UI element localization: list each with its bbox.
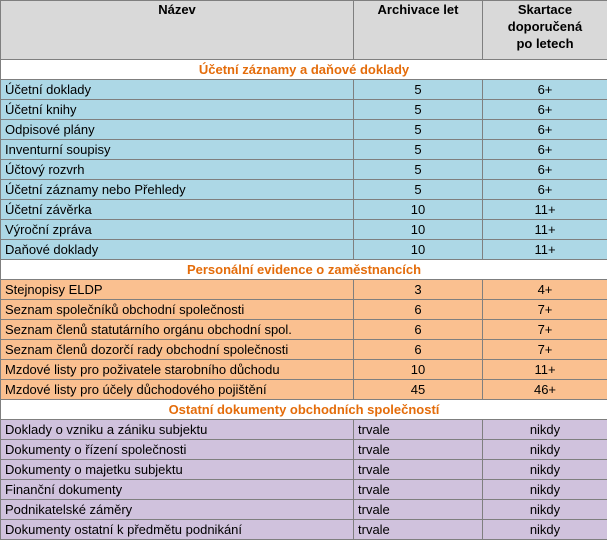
cell-shred: 11+ (483, 200, 607, 220)
cell-shred: 6+ (483, 160, 607, 180)
cell-name: Inventurní soupisy (1, 140, 354, 160)
table-row (1, 520, 607, 540)
cell-shred: 6+ (483, 140, 607, 160)
cell-name: Účetní doklady (1, 80, 354, 100)
table-body (1, 60, 607, 540)
section-header-row (1, 60, 607, 80)
cell-name: Účtový rozvrh (1, 160, 354, 180)
cell-name: Výroční zpráva (1, 220, 354, 240)
cell-shred: nikdy (483, 420, 607, 440)
cell-shred: 46+ (483, 380, 607, 400)
cell-shred: 4+ (483, 280, 607, 300)
cell-archive: 5 (354, 160, 483, 180)
cell-shred: nikdy (483, 460, 607, 480)
table-row (1, 340, 607, 360)
table-row (1, 300, 607, 320)
cell-archive: 5 (354, 100, 483, 120)
header-shred (483, 1, 607, 60)
cell-archive: trvale (354, 480, 483, 500)
cell-name: Seznam členů dozorčí rady obchodní společnosti (1, 340, 354, 360)
header-row (1, 1, 607, 60)
cell-name: Odpisové plány (1, 120, 354, 140)
header-archive: Archivace let (354, 1, 483, 60)
table-row (1, 200, 607, 220)
cell-name: Seznam členů statutárního orgánu obchodní spol. (1, 320, 354, 340)
section-title: Účetní záznamy a daňové doklady (1, 60, 607, 80)
cell-shred: 7+ (483, 320, 607, 340)
cell-shred: nikdy (483, 520, 607, 540)
table-row (1, 80, 607, 100)
cell-shred: 11+ (483, 360, 607, 380)
header-shred-line: po letech (516, 36, 574, 51)
cell-archive: 6 (354, 340, 483, 360)
cell-name: Účetní záznamy nebo Přehledy (1, 180, 354, 200)
cell-shred: 6+ (483, 120, 607, 140)
cell-archive: 5 (354, 80, 483, 100)
table-row (1, 360, 607, 380)
section-header-row (1, 260, 607, 280)
cell-shred: 11+ (483, 220, 607, 240)
section-title: Personální evidence o zaměstnancích (1, 260, 607, 280)
table-row (1, 100, 607, 120)
cell-name: Dokumenty o řízení společnosti (1, 440, 354, 460)
table-row (1, 480, 607, 500)
header-shred-line: Skartace (517, 2, 573, 17)
cell-name: Stejnopisy ELDP (1, 280, 354, 300)
cell-archive: 10 (354, 200, 483, 220)
cell-name: Dokumenty ostatní k předmětu podnikání (1, 520, 354, 540)
table-row (1, 140, 607, 160)
cell-name: Seznam společníků obchodní společnosti (1, 300, 354, 320)
cell-shred: nikdy (483, 480, 607, 500)
cell-name: Mzdové listy pro poživatele starobního důchodu (1, 360, 354, 380)
table-row (1, 120, 607, 140)
cell-archive: trvale (354, 460, 483, 480)
cell-archive: 10 (354, 240, 483, 260)
cell-shred: nikdy (483, 440, 607, 460)
cell-name: Doklady o vzniku a zániku subjektu (1, 420, 354, 440)
cell-shred: 6+ (483, 180, 607, 200)
cell-name: Účetní knihy (1, 100, 354, 120)
cell-shred: 6+ (483, 80, 607, 100)
table-row (1, 500, 607, 520)
cell-archive: 6 (354, 300, 483, 320)
cell-name: Dokumenty o majetku subjektu (1, 460, 354, 480)
cell-name: Účetní závěrka (1, 200, 354, 220)
cell-shred: 6+ (483, 100, 607, 120)
cell-archive: 5 (354, 120, 483, 140)
table-row (1, 280, 607, 300)
cell-name: Mzdové listy pro účely důchodového pojištění (1, 380, 354, 400)
cell-name: Finanční dokumenty (1, 480, 354, 500)
table-row (1, 380, 607, 400)
cell-archive: trvale (354, 520, 483, 540)
cell-archive: 10 (354, 360, 483, 380)
table-row (1, 180, 607, 200)
table-row (1, 440, 607, 460)
cell-archive: 6 (354, 320, 483, 340)
cell-name: Podnikatelské záměry (1, 500, 354, 520)
cell-archive: 5 (354, 140, 483, 160)
table-row (1, 460, 607, 480)
table-header (1, 1, 607, 60)
cell-archive: 10 (354, 220, 483, 240)
cell-shred: 7+ (483, 300, 607, 320)
cell-shred: 7+ (483, 340, 607, 360)
cell-archive: 45 (354, 380, 483, 400)
cell-shred: nikdy (483, 500, 607, 520)
cell-name: Daňové doklady (1, 240, 354, 260)
cell-archive: trvale (354, 440, 483, 460)
section-header-row (1, 400, 607, 420)
header-shred-line: doporučená (507, 19, 583, 34)
table-row (1, 240, 607, 260)
section-title: Ostatní dokumenty obchodních společností (1, 400, 607, 420)
table-row (1, 220, 607, 240)
cell-archive: trvale (354, 420, 483, 440)
table-row (1, 320, 607, 340)
table-row (1, 160, 607, 180)
header-name: Název (1, 1, 354, 60)
cell-archive: trvale (354, 500, 483, 520)
cell-shred: 11+ (483, 240, 607, 260)
table-row (1, 420, 607, 440)
cell-archive: 3 (354, 280, 483, 300)
cell-archive: 5 (354, 180, 483, 200)
